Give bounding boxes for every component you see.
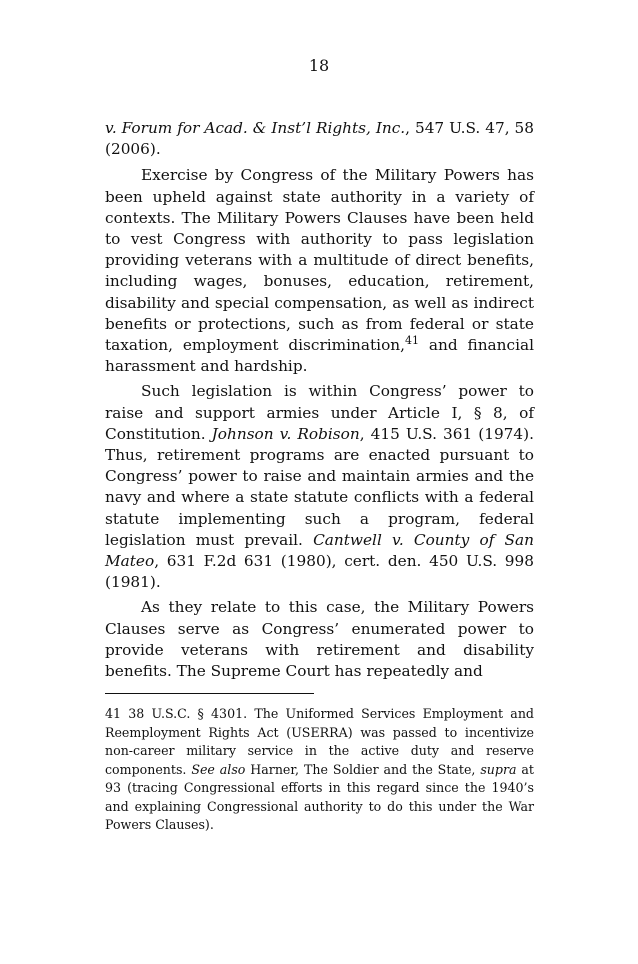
footnote-text: at 93 (tracing Congressional efforts in this regard since the 1940’s and explaining Congressional authority to do this under the War Powers Clauses).: [105, 761, 534, 832]
paragraph-text: , 631 F.2d 631 (1980), cert. den. 450 U.S. 998 (1981).: [105, 552, 534, 592]
case-name-johnson: Johnson v. Robison: [211, 424, 360, 443]
footnote-reference: 41: [405, 334, 419, 348]
paragraph-legislation: [105, 381, 534, 593]
paragraph-enumerated-power: [105, 597, 534, 682]
citation-forum: , 547 U.S. 47, 58 (2006).: [105, 119, 534, 159]
paragraph-text: As they relate to this case, the Military Powers Clauses serve as Congress’ enumerated power to provide veterans with retirement and disability benefits. The Supreme Court has repeatedly and: [105, 598, 534, 681]
footnote-number: 41: [105, 706, 122, 721]
footnote-text: Harner, The Soldier and the State,: [245, 761, 481, 777]
footnote-41: [105, 705, 534, 835]
paragraph-text: Exercise by Congress of the Military Powers has been upheld against state authority in a variety of contexts. The Military Powers Clauses have been held to vest Congress with authority to pass legislation providing veterans with a multitude of direct benefits, including wages, bonuses, education, retirement, disability and special compensation, as well as indirect benefits or protections, such as from federal or state taxation, employment discrimination,: [105, 166, 534, 355]
paragraph-text: Such legislation is within Congress’ power to raise and support armies under Article I, § 8, of Constitution.: [105, 382, 534, 443]
footnote-supra: supra: [480, 761, 517, 777]
paragraph-text: and financial harassment and hardship.: [105, 336, 534, 376]
case-name-forum: v. Forum for Acad. & Inst’l Rights, Inc.: [105, 119, 406, 137]
footnote-divider: [105, 693, 314, 694]
page-number: 18: [308, 56, 330, 75]
footnote-text: 38 U.S.C. § 4301. The Uniformed Services Employment and Reemployment Rights Act (USERRA) was passed to incentivize non-career military service in the active duty and reserve components.: [105, 706, 534, 777]
paragraph-military-powers: [105, 165, 534, 377]
case-name-cantwell: Cantwell v. County of San Mateo: [105, 530, 534, 571]
footnote-see-also: See also: [191, 761, 246, 777]
paragraph-continuation: [105, 118, 534, 160]
paragraph-text: , 415 U.S. 361 (1974). Thus, retirement programs are enacted pursuant to Congress’ power to raise and maintain armies and the navy and where a state statute conflicts with a federal statute implementing such a program, federal legislation must prevail.: [105, 424, 534, 549]
body-text: [105, 118, 534, 686]
